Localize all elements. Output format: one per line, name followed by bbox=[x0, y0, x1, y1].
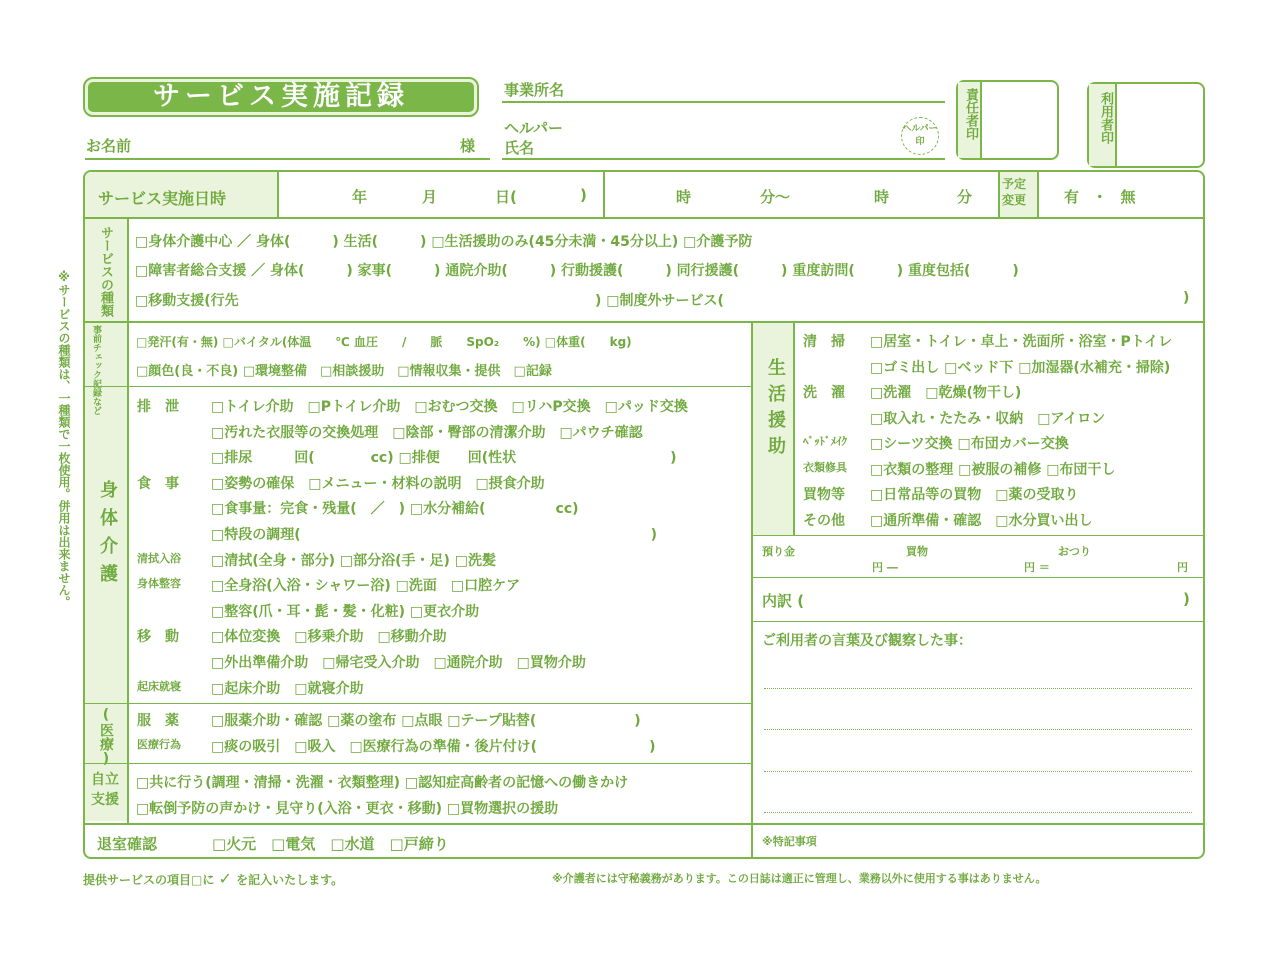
row-category: 身体整容 bbox=[137, 577, 181, 591]
row-category: 衣類修具 bbox=[803, 460, 847, 474]
hour-label: 時 bbox=[676, 188, 692, 206]
row-items[interactable]: □服薬介助・確認 □薬の塗布 □点眼 □テープ貼替( ) bbox=[211, 713, 641, 729]
row-items[interactable]: □汚れた衣服等の交換処理 □陰部・臀部の清潔介助 □パウチ確認 bbox=[211, 424, 643, 441]
service-type-label: サービスの種類 bbox=[98, 226, 113, 317]
deposit-label: 預り金 bbox=[762, 545, 795, 558]
month-label: 月 bbox=[422, 188, 438, 206]
helper-label: ヘルパー bbox=[504, 119, 563, 137]
service-line-1: □身体介護中心 ／ 身体( ) 生活( ) □生活援助のみ(45分未満・45分以上) □介護予防 bbox=[135, 234, 753, 250]
office-underline bbox=[502, 101, 945, 103]
yen-minus: 円 ― bbox=[872, 561, 898, 574]
row-category: 清 掃 bbox=[803, 334, 845, 350]
row-items[interactable]: □整容(爪・耳・髭・髪・化粧) □更衣介助 bbox=[211, 603, 480, 620]
manager-seal-box[interactable] bbox=[956, 80, 1059, 160]
user-seal-label: 利用者印 bbox=[1089, 84, 1117, 166]
exit-check-label: 退室確認 bbox=[97, 835, 158, 853]
minute2-label: 分 bbox=[957, 188, 973, 206]
row-items[interactable]: □排尿 回( cc) □排便 回(性状 ) bbox=[211, 450, 677, 467]
row-category: 医療行為 bbox=[137, 738, 181, 751]
row-items[interactable]: □痰の吸引 □吸入 □医療行為の準備・後片付け( ) bbox=[211, 739, 656, 755]
helper-seal-icon: ヘルパー印 bbox=[901, 117, 939, 155]
row-items[interactable]: □通所準備・確認 □水分買い出し bbox=[870, 512, 1093, 529]
special-notes-label[interactable]: ※特記事項 bbox=[762, 835, 817, 848]
side-note: ※サービスの種類は、一種類で一枚使用。併用は出来ません。 bbox=[57, 270, 71, 608]
row-items[interactable]: □衣類の整理 □被服の補修 □布団干し bbox=[870, 461, 1116, 478]
row-items[interactable]: □ゴミ出し □ベッド下 □加湿器(水補充・掃除) bbox=[870, 359, 1171, 376]
name-underline bbox=[85, 158, 490, 160]
row-items[interactable]: □清拭(全身・部分) □部分浴(手・足) □洗髪 bbox=[211, 552, 497, 569]
helper-underline bbox=[502, 158, 945, 160]
row-items[interactable]: □居室・トイレ・卓上・洗面所・浴室・Pトイレ bbox=[870, 334, 1173, 350]
pre-check-line-1: □発汗(有・無) □バイタル(体温 ℃ 血圧 / 脈 SpO₂ %) □体重( kg) bbox=[136, 335, 632, 349]
yesno-label: 有 ・ 無 bbox=[1064, 188, 1140, 206]
service-line-3b: ) □制度外サービス( bbox=[595, 293, 724, 309]
independence-label: 自立支援 bbox=[91, 772, 119, 808]
row-items[interactable]: □洗濯 □乾燥(物干し) bbox=[870, 385, 1022, 401]
row-items[interactable]: □トイレ介助 □Pトイレ介助 □おむつ交換 □リハP交換 □パッド交換 bbox=[211, 399, 688, 415]
service-line-2: □障害者総合支援 ／ 身体( ) 家事( ) 通院介助( ) 行動援護( ) 同行援護( ) 重度訪問( ) 重度包括( ) bbox=[135, 263, 1019, 279]
breakdown-close: ) bbox=[1183, 590, 1190, 608]
date-label: サービス実施日時 bbox=[98, 189, 227, 208]
row-category: その他 bbox=[803, 512, 845, 529]
shopping-label: 買物 bbox=[906, 545, 928, 558]
observation-line bbox=[764, 688, 1192, 689]
body-care-label: 身体介護 bbox=[97, 480, 118, 592]
observation-line bbox=[764, 771, 1192, 772]
row-items[interactable]: □取入れ・たたみ・収納 □アイロン bbox=[870, 410, 1106, 427]
observation-line bbox=[764, 729, 1192, 730]
row-items[interactable]: □全身浴(入浴・シャワー浴) □洗面 □口腔ケア bbox=[211, 578, 521, 595]
medical-label: (医療) bbox=[98, 707, 114, 767]
row-items[interactable]: □外出準備介助 □帰宅受入介助 □通院介助 □買物介助 bbox=[211, 655, 586, 671]
name-label: お名前 bbox=[86, 137, 132, 155]
row-category: 起床就寝 bbox=[137, 679, 181, 693]
row-category: 洗 濯 bbox=[803, 385, 845, 401]
exit-check-items: □火元 □電気 □水道 □戸締り bbox=[212, 835, 449, 853]
breakdown-label: 内訳 ( bbox=[762, 592, 805, 610]
footer-left-b: を記入いたします。 bbox=[236, 873, 344, 887]
service-line-3c: ) bbox=[1183, 290, 1190, 306]
pre-check-label: 事前チェック記録など bbox=[91, 325, 101, 415]
user-seal-box[interactable] bbox=[1087, 82, 1205, 168]
minute-to-label: 分〜 bbox=[760, 188, 791, 206]
day-label: 日( bbox=[495, 188, 517, 206]
footer-right: ※介護者には守秘義務があります。この日誌は適正に管理し、業務以外に使用する事はありません。 bbox=[552, 872, 1047, 885]
year-label: 年 bbox=[352, 188, 368, 206]
helper-name-label: 氏名 bbox=[504, 139, 535, 157]
row-items[interactable]: □食事量：完食・残量( ／ ) □水分補給( cc) bbox=[211, 501, 579, 518]
manager-seal-label: 責任者印 bbox=[958, 82, 982, 158]
service-line-3a: □移動支援(行先 bbox=[135, 293, 239, 309]
independence-line-1: □共に行う(調理・清掃・洗濯・衣類整理) □認知症高齢者の記憶への働きかけ bbox=[136, 775, 629, 791]
yen-label: 円 bbox=[1177, 561, 1188, 574]
sama-label: 様 bbox=[460, 137, 476, 155]
row-category: 服 薬 bbox=[137, 713, 179, 729]
page-title: サービス実施記録 bbox=[85, 79, 477, 115]
change-label: 予定変更 bbox=[1002, 177, 1027, 207]
row-category: 清拭入浴 bbox=[137, 551, 181, 565]
footer-left bbox=[83, 869, 343, 888]
hour2-label: 時 bbox=[874, 188, 890, 206]
change-money-label: おつり bbox=[1058, 545, 1091, 558]
row-items[interactable]: □特段の調理( ) bbox=[211, 527, 658, 543]
row-category: 排 泄 bbox=[137, 399, 179, 415]
office-label: 事業所名 bbox=[504, 81, 565, 99]
row-items[interactable]: □シーツ交換 □布団カバー交換 bbox=[870, 436, 1069, 452]
observation-line bbox=[764, 812, 1192, 813]
row-items[interactable]: □起床介助 □就寝介助 bbox=[211, 680, 364, 697]
footer-left-a: 提供サービスの項目□に bbox=[83, 873, 215, 887]
row-items[interactable]: □体位変換 □移乗介助 □移動介助 bbox=[211, 629, 447, 646]
checkmark-icon: ✓ bbox=[218, 869, 232, 888]
pre-check-line-2: □顔色(良・不良) □環境整備 □相談援助 □情報収集・提供 □記録 bbox=[136, 364, 552, 379]
life-support-label: 生活援助 bbox=[765, 358, 786, 462]
row-items[interactable]: □姿勢の確保 □メニュー・材料の説明 □摂食介助 bbox=[211, 475, 545, 492]
observation-label[interactable]: ご利用者の言葉及び観察した事： bbox=[762, 633, 972, 649]
row-items[interactable]: □日常品等の買物 □薬の受取り bbox=[870, 487, 1079, 503]
row-category: 食 事 bbox=[137, 475, 179, 492]
row-category: ﾍﾞｯﾄﾞﾒｲｸ bbox=[803, 435, 847, 448]
independence-line-2: □転倒予防の声かけ・見守り(入浴・更衣・移動) □買物選択の援助 bbox=[136, 801, 559, 817]
yen-equal: 円 ＝ bbox=[1024, 561, 1050, 574]
row-category: 買物等 bbox=[803, 487, 845, 503]
day-close: ) bbox=[580, 186, 587, 204]
row-category: 移 動 bbox=[137, 629, 179, 646]
